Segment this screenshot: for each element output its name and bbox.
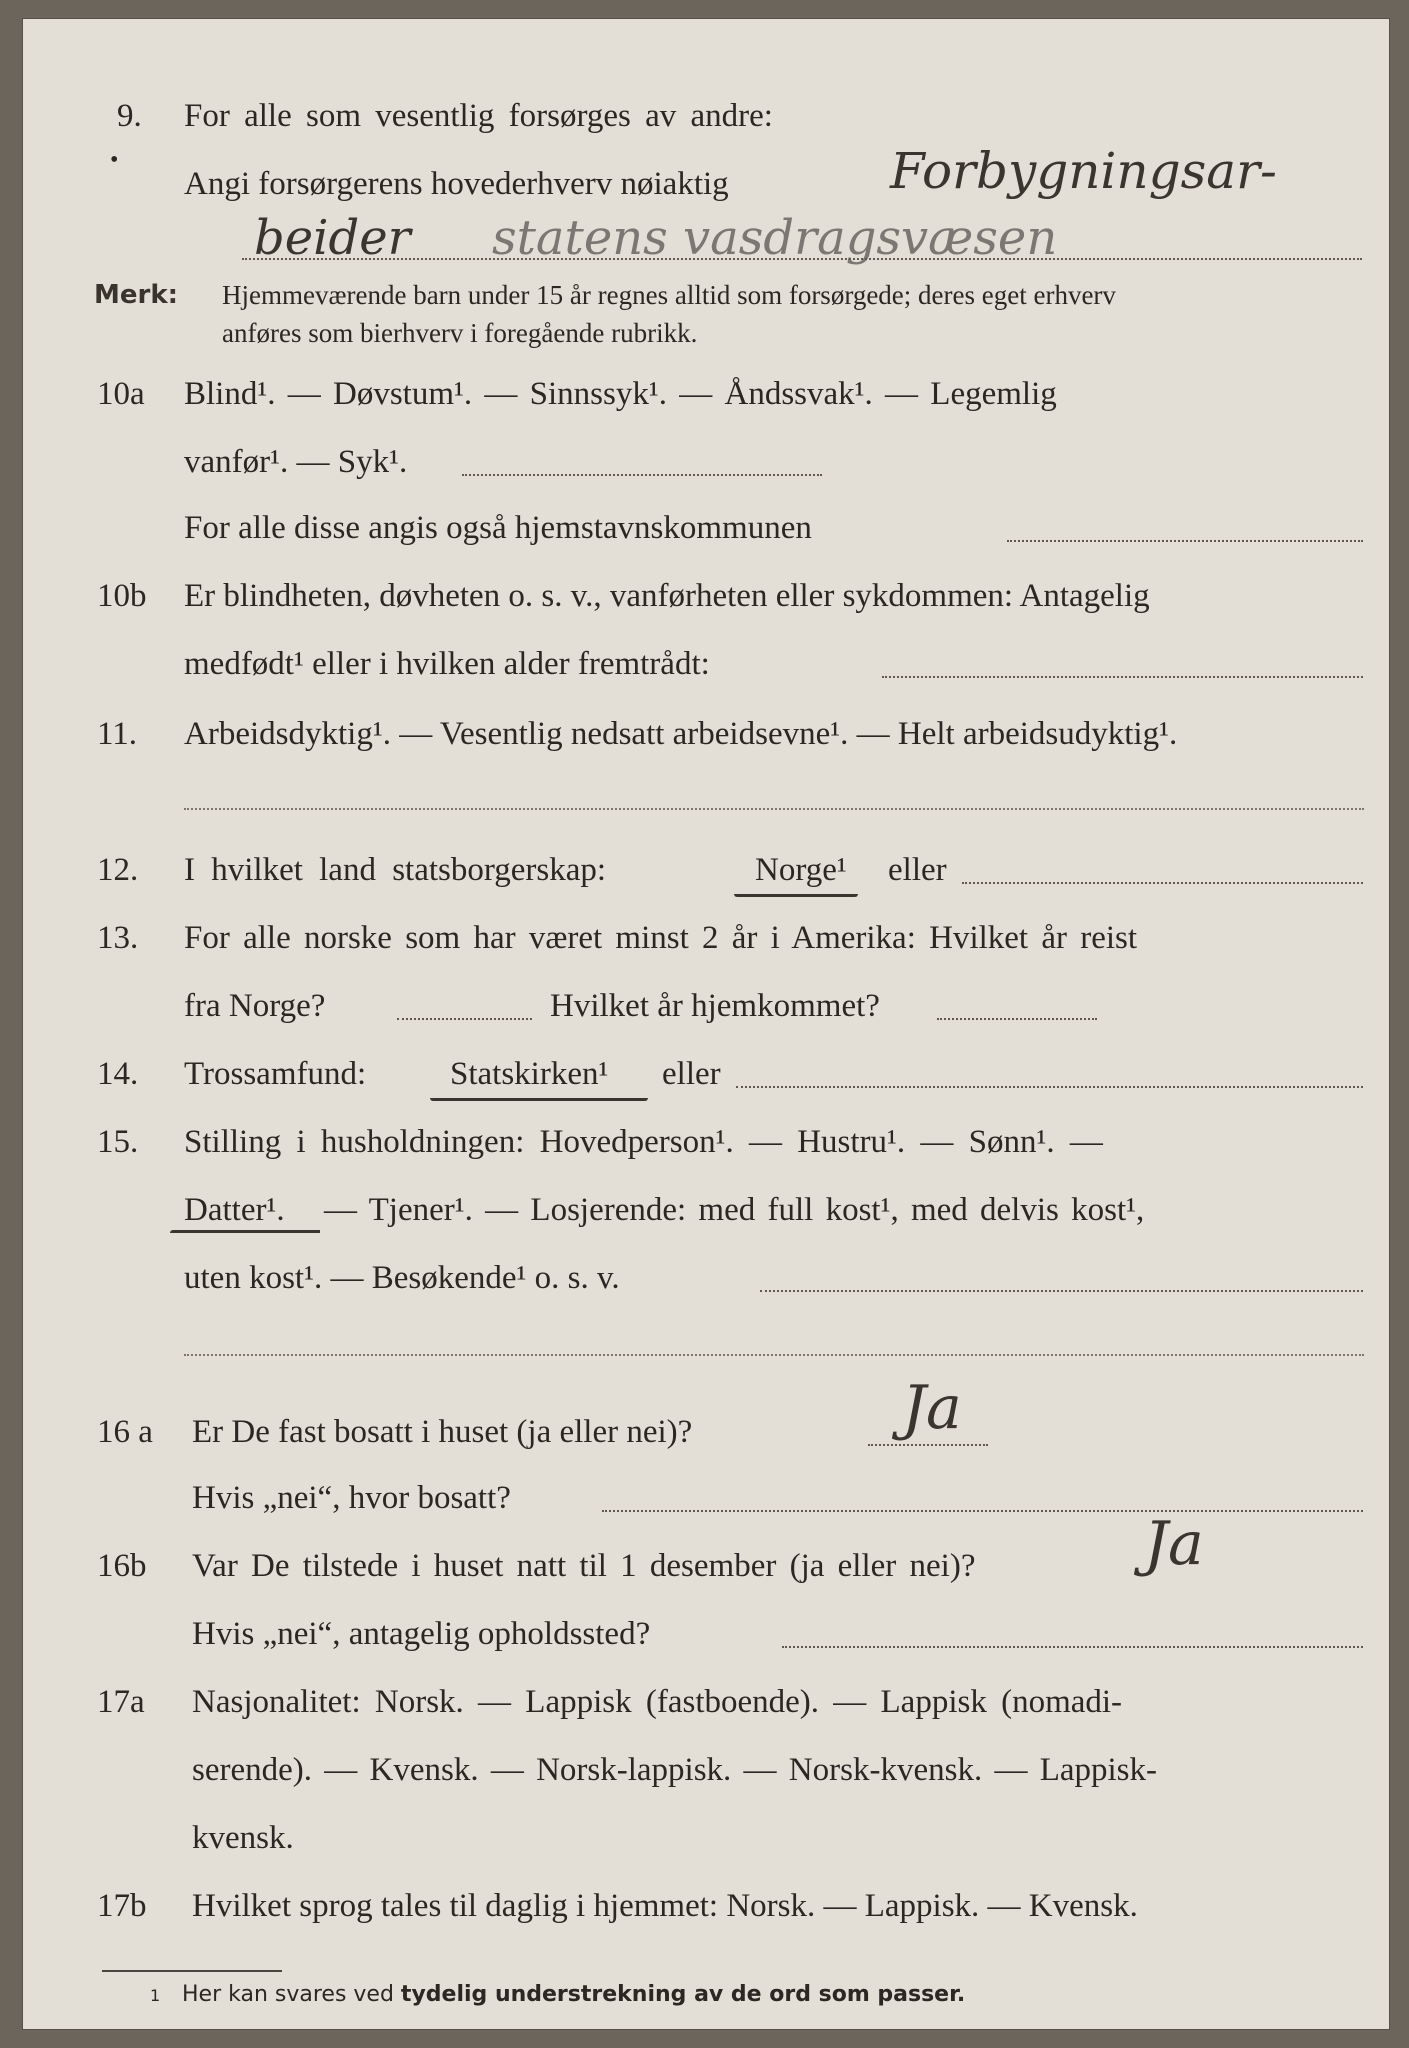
q15-line2: — Tjener¹. — Losjerende: med full kost¹, med delvis kost¹, [324,1192,1145,1228]
q17b-number: 17b [97,1888,147,1924]
q10b-answer-line [882,676,1363,678]
bullet-mark: • [110,147,119,173]
q9-line2: Angi forsørgerens hovederhverv nøiaktig [184,166,729,202]
footnote-text-bold: tydelig understrekning av de ord som passer. [400,1982,966,2007]
q11-answer-line [184,808,1364,810]
q17a-number: 17a [97,1684,145,1720]
q11-line1: Arbeidsdyktig¹. — Vesentlig nedsatt arbeidsevne¹. — Helt arbeidsudyktig¹. [184,716,1178,752]
q9-answer-handwritten-1: Forbygningsar- [890,142,1277,200]
q12-line1: I hvilket land statsborgerskap: [184,852,607,888]
q11-number: 11. [97,716,138,752]
q13-hjemkommet-line [937,1018,1097,1020]
q14-number: 14. [97,1056,139,1092]
q12-answer-line [962,882,1363,884]
q16a-answer-handwritten: Ja [902,1373,962,1443]
merk-line1: Hjemmeværende barn under 15 år regnes alltid som forsørgede; deres eget erhverv [222,280,1116,310]
q12-tail: eller [888,852,947,888]
merk-label: Merk: [94,280,179,310]
q15-number: 15. [97,1124,139,1160]
q13-line1: For alle norske som har været minst 2 år i Amerika: Hvilket år reist [184,920,1138,956]
q9-answer-handwritten-2: beider [254,210,411,266]
q13-reist-line [397,1018,532,1020]
q9-number: 9. [117,98,142,134]
q9-answer-handwritten-3: statens vasdragsvæsen [492,210,1058,266]
q13-line2b: Hvilket år hjemkommet? [550,988,880,1024]
q16a-answer-line [868,1444,988,1446]
q15-extra-line [184,1354,1364,1356]
q16b-number: 16b [97,1548,147,1584]
q16a-line1: Er De fast bosatt i huset (ja eller nei)? [192,1414,693,1450]
q10a-syk-line [462,474,822,476]
q16b-line2: Hvis „nei“, antagelig opholdssted? [192,1616,651,1652]
q17a-line3: kvensk. [192,1820,294,1856]
census-form-page [22,18,1390,2030]
q10a-line2: vanfør¹. — Syk¹. [184,444,408,480]
q13-number: 13. [97,920,139,956]
q17a-line1: Nasjonalitet: Norsk. — Lappisk (fastboende). — Lappisk (nomadi- [192,1684,1123,1720]
q14-statskirken-underline [430,1098,648,1101]
q14-tail: eller [662,1056,721,1092]
q15-datter-underline [170,1230,320,1233]
q16b-answer-handwritten: Ja [1144,1509,1204,1579]
q10a-number: 10a [97,376,145,412]
q15-line1: Stilling i husholdningen: Hovedperson¹. — Hustru¹. — Sønn¹. — [184,1124,1103,1160]
q10b-line1: Er blindheten, døvheten o. s. v., vanførheten eller sykdommen: Antagelig [184,578,1150,614]
merk-line2: anføres som bierhverv i foregående rubrikk. [222,318,698,348]
q10a-line3: For alle disse angis også hjemstavnskommunen [184,510,812,546]
q16a-bosatt-line [602,1510,1363,1512]
footnote-rule [102,1970,282,1972]
q13-line2a: fra Norge? [184,988,326,1024]
q12-norge-underline [734,894,858,897]
q16b-line1: Var De tilstede i huset natt til 1 desember (ja eller nei)? [192,1548,976,1584]
q9-answer-line [242,258,1362,260]
q16b-opholdssted-line [782,1646,1363,1648]
q16a-line2: Hvis „nei“, hvor bosatt? [192,1480,511,1516]
q15-line3: uten kost¹. — Besøkende¹ o. s. v. [184,1260,620,1296]
q17a-line2: serende). — Kvensk. — Norsk-lappisk. — Norsk-kvensk. — Lappisk- [192,1752,1158,1788]
q17b-line1: Hvilket sprog tales til daglig i hjemmet: Norsk. — Lappisk. — Kvensk. [192,1888,1138,1924]
footnote-mark: 1 [150,1986,161,2005]
footnote-text-plain: Her kan svares ved [182,1982,394,2007]
footnote-text [182,1984,965,2006]
q12-number: 12. [97,852,139,888]
q9-line1: For alle som vesentlig forsørges av andre: [184,98,773,134]
q14-label: Trossamfund: [184,1056,367,1092]
q10a-line1: Blind¹. — Døvstum¹. — Sinnssyk¹. — Åndssvak¹. — Legemlig [184,376,1057,412]
q15-option-datter: Datter¹. [184,1192,285,1228]
q12-option-norge: Norge¹ [755,852,847,888]
q14-answer-line [736,1086,1363,1088]
q10b-line2: medfødt¹ eller i hvilken alder fremtrådt: [184,646,710,682]
q10a-kommune-line [1007,540,1363,542]
q16a-number: 16 a [97,1414,153,1450]
q14-option-statskirken: Statskirken¹ [450,1056,609,1092]
q15-answer-line [760,1290,1363,1292]
q10b-number: 10b [97,578,147,614]
